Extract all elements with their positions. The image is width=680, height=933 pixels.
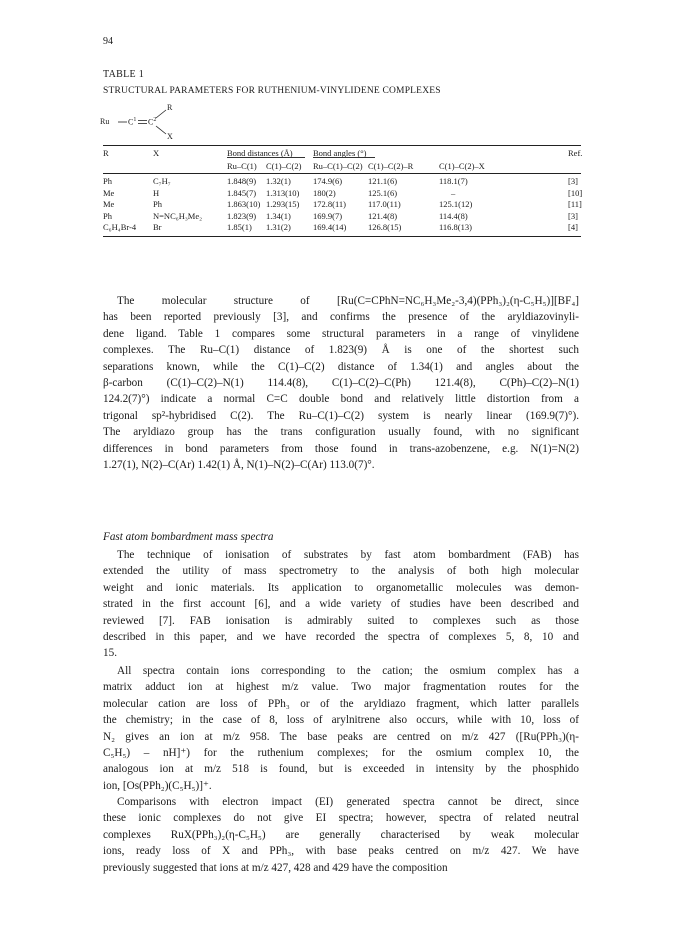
text-line: N₂ gives an ion at m/z 958. The base peaks are centred on m/z 427 ([Ru(PPh₃)(η-	[103, 730, 579, 743]
bond-angles-underline	[313, 157, 375, 158]
structural-parameters-table	[103, 145, 581, 237]
ru-atom-label: Ru	[100, 117, 110, 126]
text-line: All spectra contain ions corresponding to the cation; the osmium complex has a	[117, 665, 579, 677]
header-r: R	[103, 148, 109, 158]
text-line: trigonal sp²-hybridised C(2). The Ru–C(1)–C(2) system is nearly linear (169.9(7)°).	[103, 409, 579, 422]
text-line: The aryldiazo group has the trans configuration usually found, with no significant	[103, 426, 579, 439]
cell-c1-c2-r: 125.1(6)	[368, 187, 398, 198]
text-line: has been reported previously [3], and confirms the presence of the aryldiazovinyli-	[103, 311, 579, 324]
header-ru-c1-c2: Ru–C(1)–C(2)	[313, 161, 363, 171]
text-line: extended the utility of mass spectrometry to the analysis of both high molecular	[103, 565, 579, 578]
cell-c1-c2-r: 121.4(8)	[368, 210, 398, 221]
table-row	[103, 188, 581, 200]
text-line: The technique of ionisation of substrates by fast atom bombardment (FAB) has	[117, 549, 579, 561]
cell-c1-c2-x: 114.4(8)	[439, 210, 468, 221]
cell-ru-c1-c2: 172.8(11)	[313, 199, 346, 209]
text-line: strated in the first account [6], and a wide variety of studies have been described and	[103, 598, 579, 611]
cell-c1-c2: 1.32(1)	[266, 176, 291, 186]
cell-ru-c1: 1.863(10)	[227, 199, 261, 209]
cell-c1-c2: 1.31(2)	[266, 222, 291, 232]
text-line: the chemistry; in the case of 8, loss of arylnitrene also occurs, while with 10, loss of	[103, 714, 579, 727]
header-c1-c2-x: C(1)–C(2)–X	[439, 161, 485, 171]
cell-ru-c1: 1.845(7)	[227, 187, 257, 198]
text-line: 124.2(7)°) indicate a normal C=C double bond and relatively little distortion from a	[103, 393, 579, 406]
paragraph-spectra-ions	[103, 663, 579, 794]
table-row	[103, 199, 581, 211]
cell-ref: [3]	[568, 176, 578, 186]
cell-c1-c2: 1.34(1)	[266, 210, 291, 221]
c2-x-bond	[156, 126, 166, 134]
text-line: previously suggested that ions at m/z 427, 428 and 429 have the composition	[103, 861, 448, 874]
x-substituent-label: X	[167, 132, 173, 141]
text-line: The molecular structure of [Ru(C=CPhN=NC₆H₃Me₂-3,4)(PPh₃)₂(η-C₅H₅)][BF₄]	[117, 295, 579, 307]
cell-r: Me	[103, 199, 115, 209]
table-header-row-1	[103, 146, 581, 160]
cell-c1-c2-x: –	[451, 187, 456, 198]
text-line: separations known, while the C(1)–C(2) distance of 1.34(1) and angles about the	[103, 360, 579, 373]
header-ru-c1: Ru–C(1)	[227, 161, 257, 171]
cell-r: Ph	[103, 210, 112, 221]
text-line: ion, [Os(PPh₂)(C₅H₅)]⁺.	[103, 779, 212, 792]
text-line: differences in bond parameters from those found in trans-azobenzene, e.g. N(1)=N(2)	[103, 442, 579, 455]
text-line: 1.27(1), N(2)–C(Ar) 1.42(1) Å, N(1)–N(2)–C(Ar) 113.0(7)°.	[103, 459, 375, 472]
cell-c1-c2: 1.313(10)	[266, 187, 300, 198]
text-line: described in this paper, and we have recorded the spectra of complexes 5, 8, 10 and	[103, 631, 579, 644]
cell-c1-c2-x: 125.1(12)	[439, 199, 473, 209]
cell-ref: [11]	[568, 199, 582, 209]
cell-r: Me	[103, 187, 115, 198]
table-row	[103, 211, 581, 223]
text-line: β-carbon (C(1)–C(2)–N(1) 114.4(8), C(1)–C(2)–C(Ph) 121.4(8), C(Ph)–C(2)–N(1)	[103, 377, 579, 390]
cell-x: H	[153, 187, 160, 198]
text-line: weight and ionic materials. Its application to organometallic molecules was demon-	[103, 581, 579, 594]
bond-distances-underline	[227, 157, 305, 158]
cell-c1-c2-x: 118.1(7)	[439, 176, 468, 186]
page-number: 94	[103, 36, 113, 47]
text-line: complexes. The Ru–C(1) distance of 1.823(9) Å is one of the shortest such	[103, 344, 579, 357]
cell-ru-c1-c2: 169.4(14)	[313, 222, 347, 232]
header-ref: Ref.	[568, 148, 583, 158]
cell-r: Ph	[103, 176, 112, 186]
text-line: C₅H₅) – nH]⁺) for the ruthenium complexes; for the osmium complex 10, the	[103, 747, 579, 760]
header-bond-angles: Bond angles (°)	[313, 148, 367, 158]
header-x: X	[153, 148, 160, 158]
header-bond-distances: Bond distances (Å)	[227, 148, 293, 158]
text-line: Comparisons with electron impact (EI) generated spectra cannot be direct, since	[117, 796, 579, 808]
cell-c1-c2-r: 126.8(15)	[368, 222, 402, 232]
cell-ru-c1: 1.823(9)	[227, 210, 257, 221]
text-line: analogous ion at m/z 518 is found, but is exceeded in intensity by the phosphido	[103, 763, 579, 776]
section-heading-fab: Fast atom bombardment mass spectra	[103, 531, 274, 543]
c1-atom-label: $C^1$	[128, 117, 137, 127]
paragraph-fab-technique	[103, 547, 579, 662]
paragraph-molecular-structure	[103, 293, 579, 473]
structure-bonds	[100, 103, 190, 143]
cell-x: Br	[153, 222, 162, 232]
text-line: dene ligand. Table 1 compares some structural parameters in a range of vinylidene	[103, 327, 579, 340]
cell-ref: [3]	[568, 210, 578, 221]
cell-ru-c1-c2: 174.9(6)	[313, 176, 343, 186]
table-row	[103, 222, 581, 234]
cell-r: C₆H₄Br-4	[103, 222, 137, 232]
c2-r-bond	[156, 110, 166, 118]
cell-ru-c1: 1.848(9)	[227, 176, 257, 186]
c2-atom-label: $C^2$	[148, 117, 157, 127]
text-line: ions, ready loss of X and PPh₃, with base peaks centred on m/z 427. We have	[103, 845, 579, 858]
text-line: matrix adduct ion at highest m/z value. Two major fragmentation routes for the	[103, 681, 579, 694]
text-line: complexes RuX(PPh₃)₂(η-C₅H₅) are generally characterised by weak molecular	[103, 828, 579, 841]
paragraph-ei-comparison	[103, 794, 579, 876]
cell-c1-c2-r: 117.0(11)	[368, 199, 401, 209]
cell-x: Ph	[153, 199, 162, 209]
table-row	[103, 176, 581, 188]
cell-ru-c1-c2: 180(2)	[313, 187, 336, 198]
text-line: molecular cation are loss of PPh₃ or of the aryldiazo fragment, which latter parallels	[103, 697, 579, 710]
cell-x: N=NC₆H₃Me₂	[153, 210, 203, 221]
text-line: reviewed [7]. FAB ionisation is admirably suited to complexes such as those	[103, 614, 579, 627]
table-body	[103, 174, 581, 236]
cell-ru-c1-c2: 169.9(7)	[313, 210, 343, 221]
header-c1-c2: C(1)–C(2)	[266, 161, 302, 171]
header-c1-c2-r: C(1)–C(2)–R	[368, 161, 414, 171]
cell-c1-c2: 1.293(15)	[266, 199, 300, 209]
text-line: these ionic complexes do not give EI spectra; however, spectra of related neutral	[103, 812, 579, 825]
table-header-row-2	[103, 160, 581, 173]
table-bottom-rule	[103, 236, 581, 237]
table-caption: STRUCTURAL PARAMETERS FOR RUTHENIUM-VINYLIDENE COMPLEXES	[103, 86, 441, 96]
cell-c1-c2-x: 116.8(13)	[439, 222, 472, 232]
cell-ref: [4]	[568, 222, 578, 232]
vinylidene-structure-diagram	[100, 103, 190, 143]
cell-c1-c2-r: 121.1(6)	[368, 176, 398, 186]
text-line: 15.	[103, 647, 117, 660]
cell-ru-c1: 1.85(1)	[227, 222, 252, 232]
table-label: TABLE 1	[103, 69, 145, 80]
r-substituent-label: R	[167, 103, 173, 112]
cell-ref: [10]	[568, 187, 583, 198]
cell-x: C₇H₇	[153, 176, 171, 186]
